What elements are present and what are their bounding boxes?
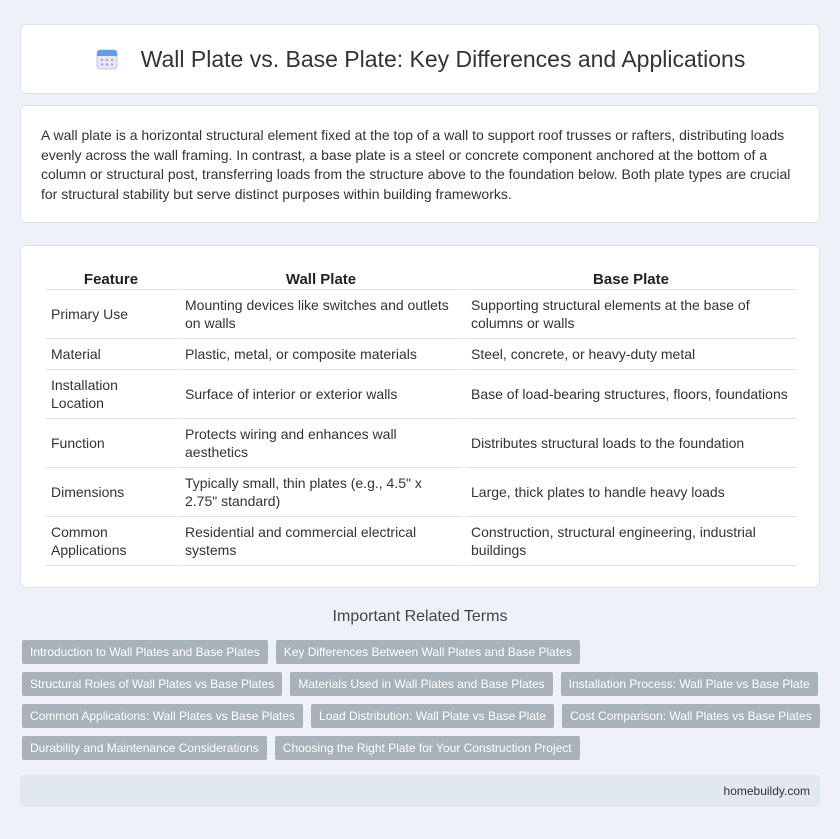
table-row — [45, 419, 797, 468]
related-terms-tags — [22, 640, 822, 768]
cell-feature: Material — [45, 339, 177, 370]
cell-base-plate: Supporting structural elements at the base of columns or walls — [465, 290, 797, 339]
table-row — [45, 517, 797, 566]
header-wall-plate: Wall Plate — [179, 266, 463, 290]
related-tag[interactable]: Durability and Maintenance Considerations — [22, 736, 267, 760]
cell-feature: Installation Location — [45, 370, 177, 419]
cell-wall-plate: Typically small, thin plates (e.g., 4.5" x 2.75" standard) — [179, 468, 463, 517]
related-tag[interactable]: Introduction to Wall Plates and Base Plates — [22, 640, 268, 664]
cell-wall-plate: Mounting devices like switches and outlets on walls — [179, 290, 463, 339]
related-tag[interactable]: Cost Comparison: Wall Plates vs Base Plates — [562, 704, 820, 728]
cell-feature: Primary Use — [45, 290, 177, 339]
cell-base-plate: Large, thick plates to handle heavy loads — [465, 468, 797, 517]
cell-base-plate: Steel, concrete, or heavy-duty metal — [465, 339, 797, 370]
related-tag[interactable]: Common Applications: Wall Plates vs Base Plates — [22, 704, 303, 728]
calendar-icon — [95, 47, 119, 71]
header-feature: Feature — [45, 266, 177, 290]
comparison-section — [20, 245, 820, 588]
intro-section — [20, 105, 820, 223]
page-footer — [20, 775, 820, 807]
cell-feature: Function — [45, 419, 177, 468]
related-tag[interactable]: Materials Used in Wall Plates and Base Plates — [290, 672, 552, 696]
related-tag[interactable]: Structural Roles of Wall Plates vs Base Plates — [22, 672, 282, 696]
table-row — [45, 290, 797, 339]
header-base-plate: Base Plate — [465, 266, 797, 290]
cell-base-plate: Distributes structural loads to the foundation — [465, 419, 797, 468]
related-tag[interactable]: Key Differences Between Wall Plates and Base Plates — [276, 640, 580, 664]
related-tag[interactable]: Installation Process: Wall Plate vs Base Plate — [561, 672, 818, 696]
page-title: Wall Plate vs. Base Plate: Key Differences and Applications — [140, 45, 746, 72]
cell-wall-plate: Plastic, metal, or composite materials — [179, 339, 463, 370]
table-row — [45, 370, 797, 419]
table-row — [45, 468, 797, 517]
cell-feature: Dimensions — [45, 468, 177, 517]
page-header — [20, 24, 820, 94]
cell-wall-plate: Residential and commercial electrical systems — [179, 517, 463, 566]
cell-base-plate: Base of load-bearing structures, floors, foundations — [465, 370, 797, 419]
related-tag[interactable]: Choosing the Right Plate for Your Construction Project — [275, 736, 580, 760]
cell-wall-plate: Surface of interior or exterior walls — [179, 370, 463, 419]
comparison-table — [43, 266, 799, 566]
cell-wall-plate: Protects wiring and enhances wall aesthetics — [179, 419, 463, 468]
cell-base-plate: Construction, structural engineering, industrial buildings — [465, 517, 797, 566]
related-tag[interactable]: Load Distribution: Wall Plate vs Base Plate — [311, 704, 554, 728]
intro-text: A wall plate is a horizontal structural element fixed at the top of a wall to support roof trusses or rafters, distributing loads evenly across the wall framing. In contrast, a base plate is a steel or concrete component anchored at the bottom of a column or structural post, transferring loads from the structure above to the foundation below. Both plate types are crucial for structural stability but serve distinct purposes within building frameworks. — [41, 127, 791, 202]
related-terms-title: Important Related Terms — [332, 608, 508, 625]
table-row — [45, 339, 797, 370]
footer-site: homebuildy.com — [723, 784, 810, 798]
cell-feature: Common Applications — [45, 517, 177, 566]
